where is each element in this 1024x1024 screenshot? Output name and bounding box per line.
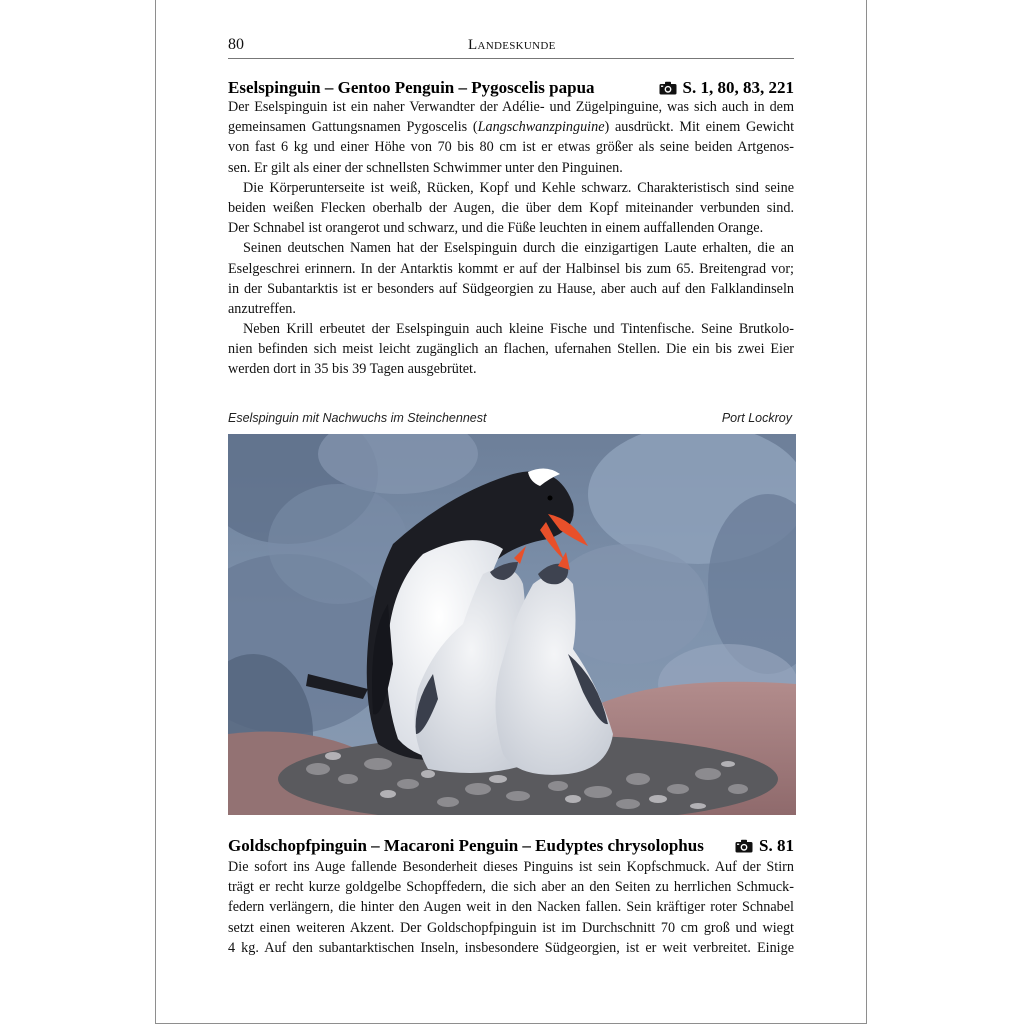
text-line: sen. Er gilt als einer der schnellsten Schwimmer unter den Pinguinen. (228, 159, 623, 176)
photo-location: Port Lockroy (721, 411, 792, 425)
camera-icon (659, 81, 677, 95)
penguin-family-image (228, 434, 796, 815)
text-line: setzt einen weiteren Akzent. Der Goldschopfpinguin ist im Durchschnitt 70 cm groß und wiegt (228, 919, 794, 936)
text-line: anzutreffen. (228, 300, 296, 317)
header-rule (228, 58, 794, 59)
text-line: Eselgeschrei erinnern. In der Antarktis kommt er auf der Halbinsel bis zum 65. Breitengrad vor; (228, 260, 794, 277)
entry-body-gentoo (228, 97, 794, 380)
text-line: Die sofort ins Auge fallende Besonderheit dieses Pinguins ist sein Kopfschmuck. Auf der Stirn (228, 859, 794, 875)
entry-title-macaroni (228, 836, 794, 858)
text-line: nien befinden sich meist leicht zugänglich an flachen, ufernahen Stellen. Die ein bis zwei Eier (228, 341, 794, 358)
text-line: beiden weißen Flecken oberhalb der Augen, die über dem Kopf miteinander verbunden sind. (228, 199, 794, 216)
text-line: gemeinsamen Gattungsnamen Pygoscelis (Langschwanzpinguine) ausdrückt. Mit einem Gewicht (228, 119, 795, 136)
running-head: Landeskunde (468, 37, 556, 53)
text-line: 4 kg. Auf den subantarktischen Inseln, insbesondere Südgeorgien, ist er weit verbreitet. Einige (228, 939, 794, 956)
text-line: federn verlängern, die hinter den Augen weit in den Nacken fallen. Sein kräftiger roter Schnabel (228, 899, 794, 916)
figure-caption (228, 411, 794, 429)
text-line: Der Eselspinguin ist ein naher Verwandter der Adélie- und Zügelpinguine, was sich auch in dem (228, 99, 794, 115)
text-line: Die Körperunterseite ist weiß, Rücken, Kopf und Kehle schwarz. Charakteristisch sind seine (243, 179, 794, 196)
text-line: Seinen deutschen Namen hat der Eselspinguin durch die einzigartigen Laute erhalten, die an (243, 240, 794, 257)
text-line: Neben Krill erbeutet der Eselspinguin auch kleine Fische und Tintenfische. Seine Brutkolo- (243, 321, 794, 338)
photo-reference-pages: S. 1, 80, 83, 221 (682, 78, 794, 97)
text-line: Der Schnabel ist orangerot und schwarz, und die Füße leuchten in einem auffallenden Orange. (228, 220, 764, 237)
caption-text: Eselspinguin mit Nachwuchs im Steinchennest (228, 411, 487, 425)
text-line: in der Subantarktis ist er besonders auf Südgeorgien zu Hause, aber auch auf den Falklandinseln (228, 280, 794, 297)
penguin-photo (228, 434, 796, 815)
photo-reference-pages: S. 81 (759, 836, 794, 855)
photo-reference (735, 836, 794, 856)
text-line: von fast 6 kg und einer Höhe von 70 bis 80 cm ist er etwas größer als seine beiden Artgenos- (228, 139, 794, 156)
entry-body-macaroni (228, 857, 794, 958)
entry-heading: Eselspinguin – Gentoo Penguin – Pygoscelis papua (228, 78, 595, 97)
text-line: werden dort in 35 bis 39 Tagen ausgebrütet. (228, 361, 477, 378)
entry-heading: Goldschopfpinguin – Macaroni Penguin – Eudyptes chrysolophus (228, 836, 704, 855)
text-line: trägt er recht kurze goldgelbe Schopffedern, die sich aber an den Seiten zu herrlichen Schmuck- (228, 879, 794, 896)
camera-icon (735, 839, 753, 853)
photo-reference (659, 78, 794, 98)
page-number: 80 (228, 36, 244, 53)
emphasis: Langschwanzpinguine (477, 119, 605, 136)
